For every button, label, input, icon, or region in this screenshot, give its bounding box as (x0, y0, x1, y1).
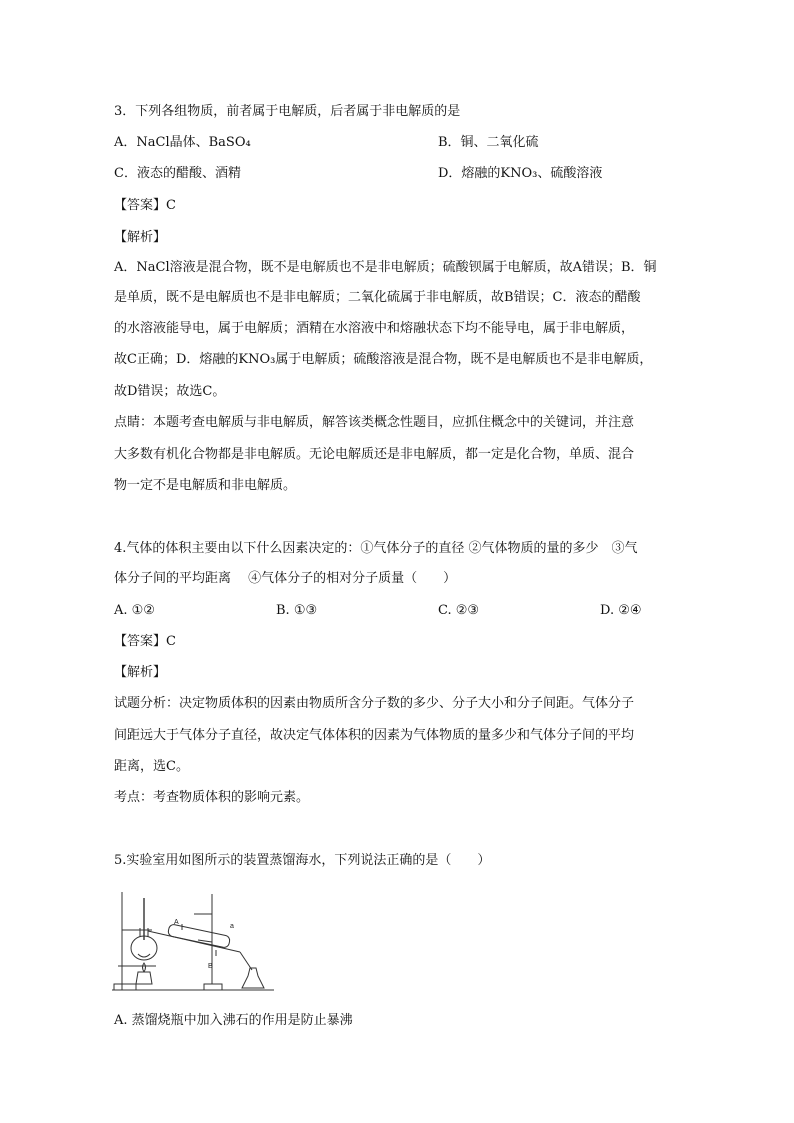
adapter (240, 952, 252, 970)
q4-option-b: B. ①③ (276, 603, 318, 618)
q4-option-a: A. ①② (114, 603, 155, 618)
q4-stem-line: 体分子间的平均距离 ④气体分子的相对分子质量（ ） (114, 571, 457, 586)
figure-label-a: A (174, 919, 179, 926)
q3-analysis-line: 是单质，既不是电解质也不是非电解质；二氧化硫属于非电解质，故B错误；C．液态的醋酸 (114, 290, 641, 305)
q3-analysis-line: 故C正确；D．熔融的KNO₃属于电解质；硫酸溶液是混合物，既不是电解质也不是非电解质， (114, 352, 653, 367)
alcohol-lamp (136, 972, 152, 984)
q3-note-line: 物一定不是电解质和非电解质。 (114, 478, 297, 493)
figure-label-b: B (208, 963, 213, 970)
figure-label-small-a: a (230, 923, 234, 930)
q3-analysis-line: A．NaCl溶液是混合物，既不是电解质也不是非电解质；硫酸钡属于电解质，故A错误；B．铜 (114, 260, 657, 275)
q5-option-a: A. 蒸馏烧瓶中加入沸石的作用是防止暴沸 (114, 1013, 353, 1028)
q3-note-line: 大多数有机化合物都是非电解质。无论电解质还是非电解质，都一定是化合物，单质、混合 (114, 447, 635, 462)
lamp-flame (143, 963, 146, 972)
receiving-flask (242, 968, 264, 988)
q3-analysis-heading: 【解析】 (114, 230, 167, 245)
side-arm (148, 931, 170, 936)
q3-analysis-line: 的水溶液能导电，属于电解质；酒精在水溶液中和熔融状态下均不能导电，属于非电解质， (114, 321, 635, 336)
q3-stem: 3．下列各组物质，前者属于电解质，后者属于非电解质的是 (114, 104, 461, 119)
q5-stem: 5.实验室用如图所示的装置蒸馏海水，下列说法正确的是（ ） (114, 853, 491, 868)
q4-analysis-line: 试题分析：决定物质体积的因素由物质所含分子数的多少、分子大小和分子间距。气体分子 (114, 696, 635, 711)
condenser (167, 924, 230, 949)
q3-option-a: A．NaCl晶体、BaSO₄ (114, 135, 251, 150)
q3-analysis-line: 故D错误；故选C。 (114, 384, 226, 399)
q3-option-d: D．熔融的KNO₃、硫酸溶液 (438, 166, 603, 181)
q4-answer: 【答案】C (114, 634, 176, 649)
q4-analysis-line: 距离，选C。 (114, 759, 189, 774)
q3-note-line: 点睛：本题考查电解质与非电解质，解答该类概念性题目，应抓住概念中的关键词，并注意 (114, 415, 635, 430)
q4-option-c: C. ②③ (438, 603, 480, 618)
distillation-apparatus-figure (112, 884, 274, 994)
q4-kaodian: 考点：考查物质体积的影响元素。 (114, 790, 310, 805)
q3-option-c: C．液态的醋酸、酒精 (114, 166, 241, 181)
q4-option-d: D. ②④ (600, 603, 642, 618)
right-stand-base (204, 984, 222, 990)
q3-option-b: B．铜、二氧化硫 (438, 135, 539, 150)
q4-analysis-line: 间距远大于气体分子直径，故决定气体体积的因素为气体物质的量多少和气体分子间的平均 (114, 728, 635, 743)
q4-analysis-heading: 【解析】 (114, 665, 167, 680)
q4-stem-line: 4.气体的体积主要由以下什么因素决定的：①气体分子的直径 ②气体物质的量的多少 ③气 (114, 541, 638, 556)
flask-liquid (138, 954, 150, 957)
q3-answer: 【答案】C (114, 198, 176, 213)
condenser-clamp (198, 940, 212, 942)
left-stand-base (114, 984, 136, 990)
